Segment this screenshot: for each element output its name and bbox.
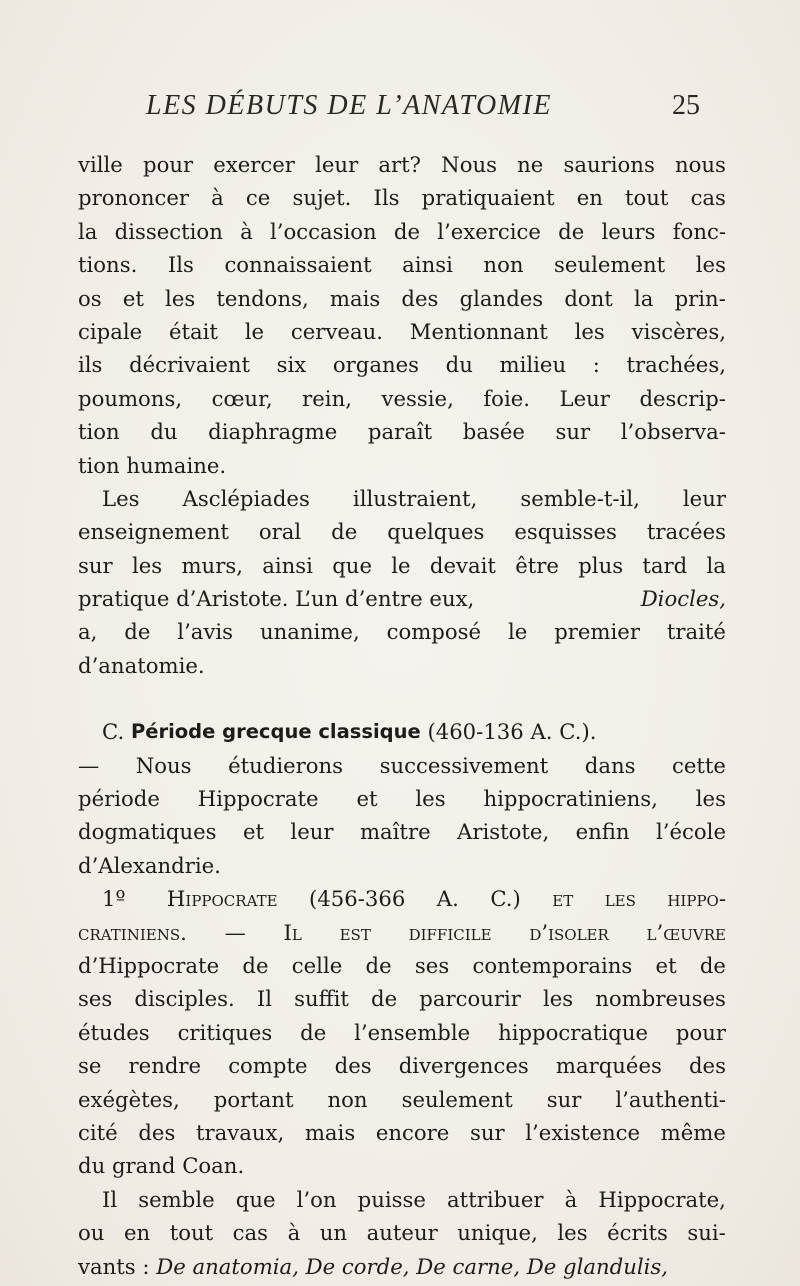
subsection-number: 1º <box>102 886 126 912</box>
word: leur <box>315 152 359 177</box>
word: milieu <box>499 352 567 378</box>
word: pratiquaient <box>421 185 555 211</box>
word: l’observa- <box>620 419 726 445</box>
word: seulement <box>401 1086 513 1112</box>
word: C.) <box>490 886 521 912</box>
word: prin- <box>674 285 726 311</box>
word: être <box>515 552 559 578</box>
section-heading: Période grecque classique <box>130 720 421 744</box>
word: Il <box>283 919 302 945</box>
word: ou <box>78 1220 105 1246</box>
word: difficile <box>408 919 492 945</box>
word: Leur <box>559 385 610 411</box>
word: Nous <box>441 152 497 177</box>
word: composé <box>386 619 482 645</box>
word: même <box>660 1119 726 1145</box>
word: et <box>655 952 677 978</box>
word: se <box>78 1053 102 1079</box>
word: Les <box>102 485 140 511</box>
word: de <box>331 519 358 545</box>
word: de <box>242 952 269 978</box>
text-line <box>78 782 726 815</box>
word: non <box>483 252 524 278</box>
text-line <box>78 515 726 548</box>
word: exégètes, <box>78 1086 180 1112</box>
word: les <box>604 886 636 912</box>
word: seulement <box>554 252 666 278</box>
text-line <box>78 615 726 648</box>
word: plus <box>578 552 624 578</box>
word: du <box>445 352 473 378</box>
word: dont <box>564 285 613 311</box>
word: encore <box>375 1119 450 1145</box>
word: cratiniens. <box>78 919 187 945</box>
word: — <box>78 752 100 778</box>
word: décrivaient <box>129 352 251 378</box>
text-line <box>78 549 726 582</box>
word: unique, <box>457 1220 538 1246</box>
word: Ils <box>167 252 194 278</box>
word: leur <box>290 819 334 845</box>
word: un <box>319 1220 348 1246</box>
word: est <box>339 919 371 945</box>
word: cipale <box>78 318 143 344</box>
text-line <box>78 649 726 682</box>
word: cerveau. <box>290 318 383 344</box>
word: était <box>168 318 218 344</box>
word: oral <box>258 519 302 545</box>
word: nombreuses <box>595 986 726 1012</box>
word: l’occasion <box>269 218 377 244</box>
word: Nous <box>135 752 192 778</box>
word: de <box>365 952 392 978</box>
word: unanime, <box>259 619 360 645</box>
word: tendons, <box>216 285 309 311</box>
word: les <box>131 552 163 578</box>
word: ses <box>78 986 113 1012</box>
word: paraît <box>367 419 433 445</box>
word: l’existence <box>525 1119 641 1145</box>
word: ainsi <box>262 552 313 578</box>
word: six <box>276 352 307 378</box>
word: mais <box>329 285 381 311</box>
word: mais <box>304 1119 356 1145</box>
word: ainsi <box>402 252 453 278</box>
word: foie. <box>483 385 530 411</box>
text-span: d’Alexandrie. <box>78 852 221 878</box>
text-span: du grand Coan. <box>78 1153 245 1179</box>
text-line <box>78 1116 726 1149</box>
word: vessie, <box>381 385 454 411</box>
word: que <box>332 552 372 578</box>
word: pour <box>675 1019 726 1045</box>
text-span: pratique d’Aristote. L’un d’entre eux, <box>78 586 482 612</box>
word: Aristote, <box>457 819 550 845</box>
word: la <box>706 552 726 578</box>
text-line <box>78 248 726 281</box>
word: portant <box>213 1086 294 1112</box>
word: compte <box>228 1053 308 1079</box>
text-line <box>78 1149 726 1182</box>
word: l’avis <box>177 619 234 645</box>
word: en <box>123 1220 151 1246</box>
word: ils <box>78 352 103 378</box>
word: cette <box>672 752 726 778</box>
text-line <box>78 982 726 1015</box>
word: l’école <box>656 819 726 845</box>
word: les <box>542 986 574 1012</box>
word: illustraient, <box>352 485 478 511</box>
word: Il <box>256 986 272 1012</box>
word: l’ensemble <box>354 1019 471 1045</box>
word: pour <box>143 152 194 177</box>
word: de <box>393 218 420 244</box>
word: des <box>688 1053 726 1079</box>
word: sur <box>469 1119 505 1145</box>
word: à <box>564 1186 578 1212</box>
word: successivement <box>379 752 549 778</box>
text-line <box>78 382 726 415</box>
word: Hippocrate <box>197 786 319 812</box>
word: semble-t-il, <box>520 485 640 511</box>
word: rein, <box>302 385 352 411</box>
word: — <box>224 919 246 945</box>
word: disciples. <box>134 986 235 1012</box>
word: les <box>165 285 196 311</box>
word: hippo- <box>667 886 726 912</box>
word: connaissaient <box>224 252 372 278</box>
word: de <box>558 218 585 244</box>
word: l’exercice <box>437 218 541 244</box>
word: poumons, <box>78 385 183 411</box>
word: l’authenti- <box>615 1086 726 1112</box>
subsection-heading-line <box>78 882 726 915</box>
word: les <box>557 1220 588 1246</box>
word: dissection <box>114 218 223 244</box>
word: en <box>576 185 603 211</box>
word: tout <box>169 1220 214 1246</box>
text-line <box>78 1216 726 1249</box>
word: l’on <box>296 1186 337 1212</box>
section-letter: C. <box>102 719 131 745</box>
word: organes <box>332 352 420 378</box>
word: sui- <box>687 1220 726 1246</box>
word: du <box>150 419 178 445</box>
word: a, <box>78 619 98 645</box>
word: des <box>138 1119 176 1145</box>
word: diaphragme <box>208 419 338 445</box>
word: prononcer <box>78 185 190 211</box>
word: tracées <box>646 519 726 545</box>
text-line <box>78 1049 726 1082</box>
word: A. <box>436 886 459 912</box>
word: tion <box>78 419 120 445</box>
text-line <box>78 215 726 248</box>
text-line <box>78 1250 726 1283</box>
word: le <box>244 318 265 344</box>
word: et <box>122 285 144 311</box>
word: ses <box>414 952 450 978</box>
section-dates: (460-136 A. C.). <box>420 719 597 745</box>
word: de <box>699 952 726 978</box>
word: d’Hippocrate <box>78 952 220 978</box>
word: saurions <box>563 152 655 177</box>
word: trachées, <box>626 352 726 378</box>
word: et <box>356 786 378 812</box>
word: divergences <box>398 1053 529 1079</box>
word: puisse <box>357 1186 426 1212</box>
word: cité <box>78 1119 118 1145</box>
italic-name-diocles: Diocles, <box>640 586 726 612</box>
word: devait <box>429 552 496 578</box>
text-span: tion humaine. <box>78 452 227 478</box>
word: les <box>695 252 726 278</box>
word: viscères, <box>631 318 726 344</box>
word: non <box>327 1086 368 1112</box>
word: premier <box>554 619 640 645</box>
word: sur <box>78 552 113 578</box>
text-line <box>78 916 726 949</box>
text-line <box>78 1183 726 1216</box>
word: auteur <box>366 1220 438 1246</box>
word: ne <box>517 152 544 177</box>
word: Asclépiades <box>182 485 310 511</box>
body-text <box>78 148 726 1283</box>
word: ce <box>245 185 271 211</box>
text-line <box>78 415 726 448</box>
word: de <box>300 1019 327 1045</box>
word: ville <box>78 152 123 177</box>
word: que <box>235 1186 276 1212</box>
word: tions. <box>78 252 138 278</box>
word: esquisses <box>514 519 617 545</box>
paragraph-gap <box>78 682 726 715</box>
text-line <box>78 1083 726 1116</box>
word: de <box>371 986 398 1012</box>
word: maître <box>359 819 431 845</box>
word: murs, <box>181 552 243 578</box>
word: à <box>211 185 224 211</box>
word: Hippocrate, <box>598 1186 726 1212</box>
word: critiques <box>177 1019 273 1045</box>
running-title: LES DÉBUTS DE L’ANATOMIE <box>146 90 552 121</box>
word: contemporains <box>472 952 633 978</box>
text-line <box>78 949 726 982</box>
text-line <box>78 815 726 848</box>
word: la <box>634 285 654 311</box>
word: d’isoler <box>529 919 609 945</box>
word: traité <box>666 619 726 645</box>
text-line <box>78 315 726 348</box>
word: enseignement <box>78 519 229 545</box>
word: suffit <box>294 986 349 1012</box>
word: les <box>695 786 726 812</box>
word: attribuer <box>447 1186 544 1212</box>
word: Mentionnant <box>409 318 548 344</box>
word: le <box>391 552 411 578</box>
word: période <box>78 786 160 812</box>
text-line <box>78 749 726 782</box>
word: hippocratique <box>498 1019 649 1045</box>
text-line <box>78 849 726 882</box>
word: de <box>124 619 151 645</box>
word: les <box>574 318 605 344</box>
section-heading-line <box>78 715 726 748</box>
word: hippocratiniens, <box>483 786 658 812</box>
text-line <box>78 582 726 615</box>
word: étudierons <box>228 752 344 778</box>
text-line <box>78 348 726 381</box>
page-number: 25 <box>672 90 700 121</box>
word: glandes <box>459 285 544 311</box>
word: et <box>552 886 574 912</box>
text-span: vants : <box>78 1253 157 1279</box>
word: Ils <box>373 185 400 211</box>
word: études <box>78 1019 150 1045</box>
text-line <box>78 148 726 181</box>
word: descrip- <box>639 385 726 411</box>
word: leurs <box>601 218 656 244</box>
word: l’œuvre <box>646 919 726 945</box>
word: le <box>507 619 528 645</box>
word: cas <box>232 1220 269 1246</box>
word: des <box>401 285 439 311</box>
word: cas <box>690 185 726 211</box>
word: la <box>78 218 98 244</box>
word: sur <box>555 419 591 445</box>
word: cœur, <box>211 385 273 411</box>
word: leur <box>682 485 726 511</box>
word: à <box>240 218 253 244</box>
word: à <box>287 1220 301 1246</box>
word: os <box>78 285 102 311</box>
text-line <box>78 282 726 315</box>
word: et <box>242 819 264 845</box>
text-line <box>78 1016 726 1049</box>
word: exercer <box>213 152 295 177</box>
word: marquées <box>555 1053 662 1079</box>
word: sujet. <box>292 185 352 211</box>
word: des <box>334 1053 372 1079</box>
text-line <box>78 482 726 515</box>
word: parcourir <box>419 986 521 1012</box>
word: Il <box>102 1186 118 1212</box>
word: tout <box>625 185 669 211</box>
text-line <box>78 181 726 214</box>
italic-treatise-titles: De anatomia, De corde, De carne, De glandulis, <box>156 1253 669 1279</box>
word: travaux, <box>195 1119 285 1145</box>
word: sur <box>546 1086 582 1112</box>
word: Hippocrate <box>166 886 278 912</box>
running-head <box>140 90 700 130</box>
word: semble <box>138 1186 215 1212</box>
word: fonc- <box>672 218 726 244</box>
word: basée <box>462 419 525 445</box>
text-span: d’anatomie. <box>78 652 205 678</box>
word: dans <box>584 752 636 778</box>
word: celle <box>291 952 343 978</box>
word: dogmatiques <box>78 819 217 845</box>
word: : <box>592 352 600 378</box>
text-line <box>78 449 726 482</box>
word: tard <box>642 552 688 578</box>
word: (456-366 <box>309 886 406 912</box>
word: enfin <box>575 819 630 845</box>
word: quelques <box>387 519 485 545</box>
word: rendre <box>128 1053 202 1079</box>
word: art? <box>378 152 421 177</box>
word: écrits <box>607 1220 668 1246</box>
word: les <box>415 786 446 812</box>
word: nous <box>674 152 726 177</box>
